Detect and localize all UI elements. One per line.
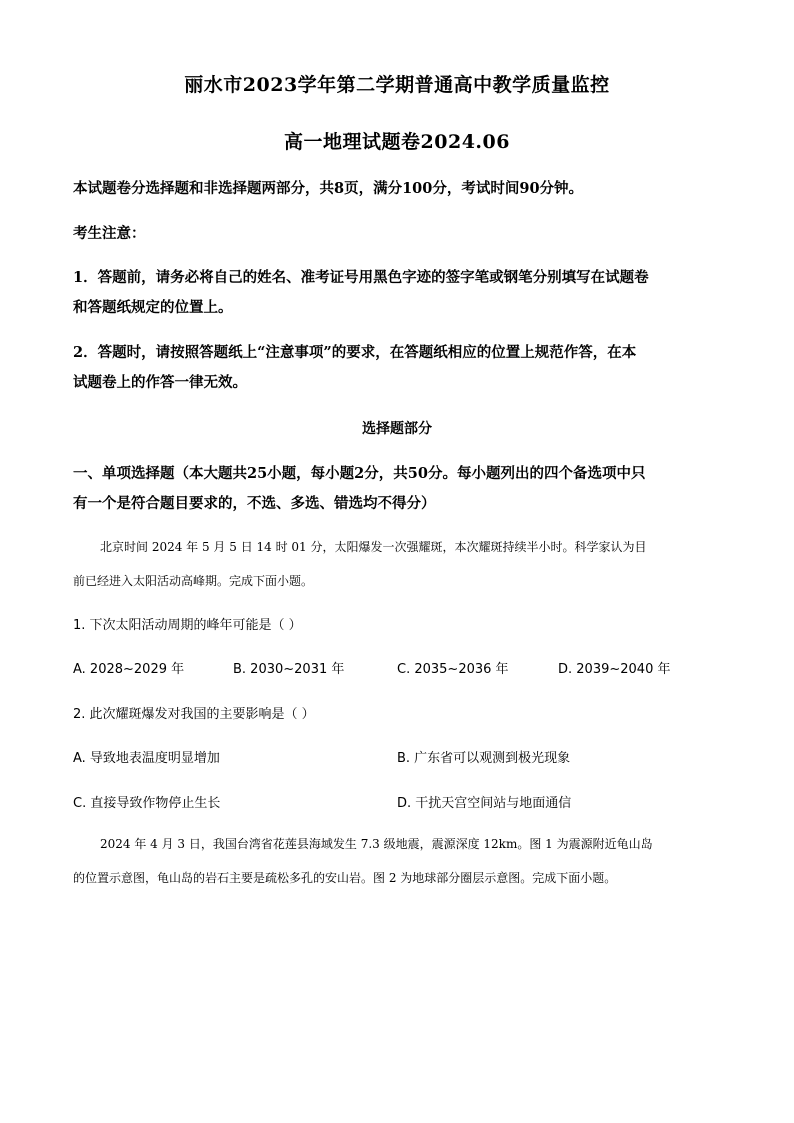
passage-1-line2: 前已经进入太阳活动高峰期。完成下面小题。 [73, 574, 314, 588]
section-title: 选择题部分 [362, 421, 432, 437]
question-2-option-b: B. 广东省可以观测到极光现象 [397, 751, 571, 766]
question-1-option-b: B. 2030~2031 年 [233, 662, 345, 677]
notice-item-1-line1: 1．答题前，请务必将自己的姓名、准考证号用黑色字迹的签字笔或钢笔分别填写在试题卷 [73, 269, 649, 286]
section-instruction-line1: 一、单项选择题（本大题共25小题，每小题2分，共50分。每小题列出的四个备选项中只 [73, 465, 646, 482]
passage-2 [73, 827, 723, 895]
notice-item-2-line1: 2．答题时，请按照答题纸上“注意事项”的要求，在答题纸相应的位置上规范作答，在本 [73, 344, 637, 361]
passage-2-line1: 2024 年 4 月 3 日，我国台湾省花莲县海域发生 7.3 级地震，震源深度 12km。图 1 为震源附近龟山岛 [100, 837, 653, 851]
passage-1 [73, 530, 723, 598]
exam-summary: 本试题卷分选择题和非选择题两部分，共8页，满分100分，考试时间90分钟。 [73, 180, 584, 197]
question-2-option-a: A. 导致地表温度明显增加 [73, 751, 220, 766]
question-1-option-c: C. 2035~2036 年 [397, 662, 509, 677]
question-1-stem: 1. 下次太阳活动周期的峰年可能是（ ） [73, 618, 302, 633]
notice-heading: 考生注意： [73, 225, 146, 242]
question-2-stem: 2. 此次耀斑爆发对我国的主要影响是（ ） [73, 707, 315, 722]
question-2-option-c: C. 直接导致作物停止生长 [73, 796, 221, 811]
question-1-option-a: A. 2028~2029 年 [73, 662, 185, 677]
notice-item-1-line2: 和答题纸规定的位置上。 [73, 299, 233, 316]
notice-item-2-line2: 试题卷上的作答一律无效。 [73, 374, 247, 391]
section-instruction-line2: 有一个是符合题目要求的，不选、多选、错选均不得分） [73, 495, 436, 512]
passage-2-line2: 的位置示意图，龟山岛的岩石主要是疏松多孔的安山岩。图 2 为地球部分圈层示意图。完成下面小题。 [73, 871, 617, 885]
exam-title: 丽水市2023学年第二学期普通高中教学质量监控 [184, 74, 610, 96]
passage-1-line1: 北京时间 2024 年 5 月 5 日 14 时 01 分，太阳爆发一次强耀斑，本次耀斑持续半小时。科学家认为目 [100, 540, 647, 554]
exam-subtitle: 高一地理试题卷2024.06 [284, 131, 510, 153]
question-2-option-d: D. 干扰天宫空间站与地面通信 [397, 796, 572, 811]
question-1-option-d: D. 2039~2040 年 [558, 662, 671, 677]
